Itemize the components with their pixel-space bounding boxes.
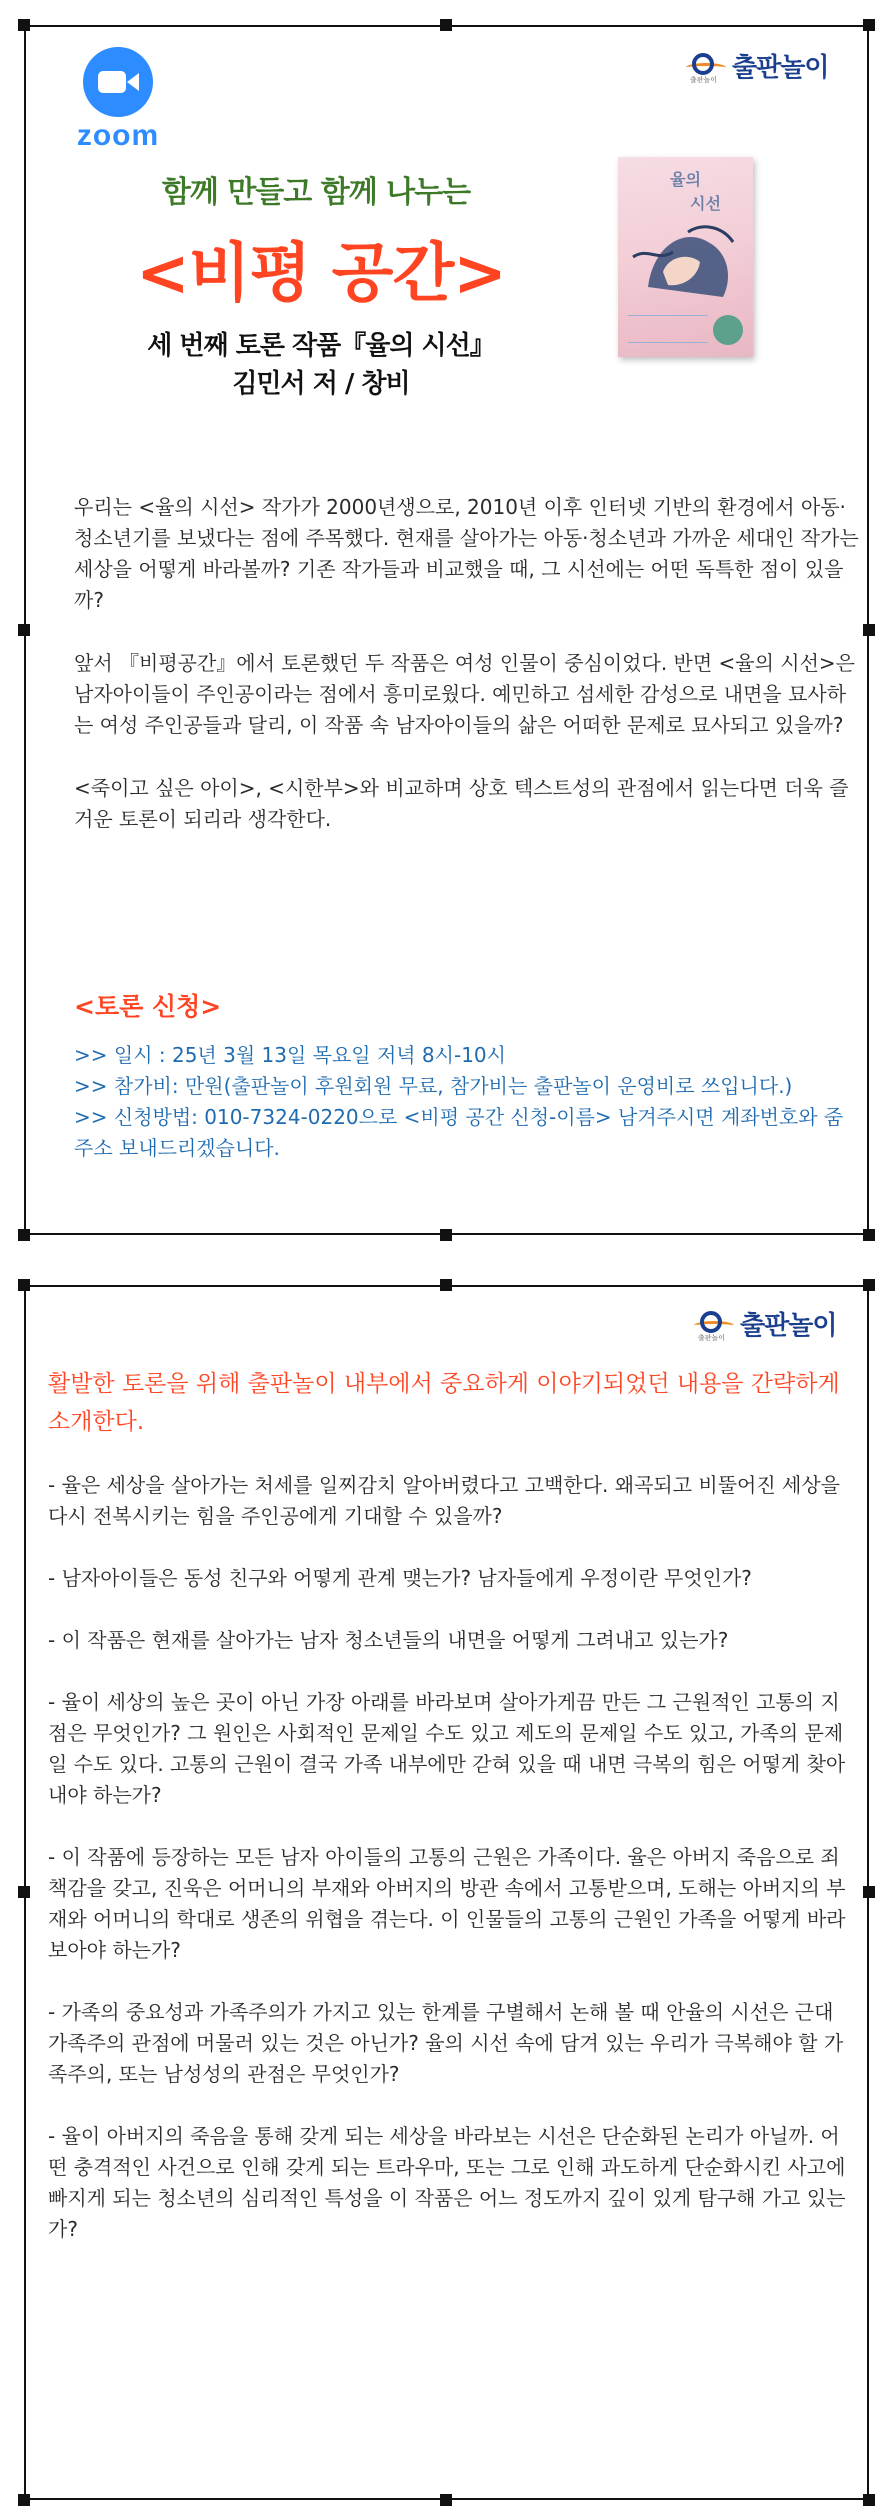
publisher-logo-2 (694, 1305, 836, 1342)
resize-handle[interactable] (440, 19, 452, 31)
publisher-mark-icon: 출판놀이 (686, 53, 726, 79)
intro-paragraph: 앞서 『비평공간』에서 토론했던 두 작품은 여성 인물이 중심이었다. 반면 <율의 시선>은 남자아이들이 주인공이라는 점에서 흥미로웠다. 예민하고 섬세한 감성으로 내면을 묘사하는 여성 주인공들과 달리, 이 작품 속 남자아이들의 삶은 어떠한 문제로 묘사되고 있을까? (74, 651, 856, 737)
intro-text (74, 492, 864, 867)
resize-handle[interactable] (18, 1279, 30, 1291)
application-heading: <토론 신청> (74, 992, 222, 1021)
intro-paragraph: <죽이고 싶은 아이>, <시한부>와 비교하며 상호 텍스트성의 관점에서 읽는다면 더욱 즐거운 토론이 되리라 생각한다. (74, 776, 849, 831)
work-info (86, 327, 556, 403)
question-item: - 가족의 중요성과 가족주의가 가지고 있는 한계를 구별해서 논해 볼 때 안율의 시선은 근대 가족주의 관점에 머물러 있는 것은 아닌가? 율의 시선 속에 담겨 있는 우리가 극복해야 할 가족주의, 또는 남성성의 관점은 무엇인가? (48, 2000, 844, 2086)
question-item: - 이 작품에 등장하는 모든 남자 아이들의 고통의 근원은 가족이다. 율은 아버지 죽음으로 죄책감을 갖고, 진욱은 어머니의 부재와 아버지의 방관 속에서 고통받으며, 도해는 아버지의 부재와 어머니의 학대로 생존의 위협을 겪는다. 이 인물들의 고통의 근원인 가족을 어떻게 바라보아야 하는가? (48, 1845, 846, 1962)
question-item: - 율이 아버지의 죽음을 통해 갖게 되는 세상을 바라보는 시선은 단순화된 논리가 아닐까. 어떤 충격적인 사건으로 인해 갖게 되는 트라우마, 또는 그로 인해 과도하게 단순화시킨 사고에 빠지게 되는 청소년의 심리적인 특성을 이 작품은 어느 정도까지 깊이 있게 탐구해 가고 있는가? (48, 2124, 846, 2241)
resize-handle[interactable] (863, 1279, 875, 1291)
resize-handle[interactable] (440, 2494, 452, 2506)
publisher-logo (686, 47, 828, 84)
discussion-lead: 활발한 토론을 위해 출판놀이 내부에서 중요하게 이야기되었던 내용을 간략하게 소개한다. (48, 1371, 840, 1435)
cover-illustration (628, 217, 743, 302)
question-item: - 율은 세상을 살아가는 처세를 일찌감치 알아버렸다고 고백한다. 왜곡되고 비뚤어진 세상을 다시 전복시키는 힘을 주인공에게 기대할 수 있을까? (48, 1473, 840, 1528)
application-date: >> 일시 : 25년 3월 13일 목요일 저녁 8시-10시 (74, 1043, 506, 1067)
resize-handle[interactable] (440, 1229, 452, 1241)
question-item: - 남자아이들은 동성 친구와 어떻게 관계 맺는가? 남자들에게 우정이란 무엇인가? (48, 1566, 752, 1590)
event-title: <비평 공간> (136, 237, 506, 311)
resize-handle[interactable] (863, 624, 875, 636)
work-author: 김민서 저 / 창비 (232, 369, 410, 399)
cover-title-top: 율의 (670, 170, 701, 189)
question-item: - 이 작품은 현재를 살아가는 남자 청소년들의 내면을 어떻게 그려내고 있는가? (48, 1628, 729, 1652)
tagline: 함께 만들고 함께 나누는 (161, 175, 471, 210)
resize-handle[interactable] (863, 2494, 875, 2506)
resize-handle[interactable] (863, 1229, 875, 1241)
application-fee: >> 참가비: 만원(출판놀이 후원회원 무료, 참가비는 출판놀이 운영비로 쓰입니다.) (74, 1074, 793, 1098)
zoom-wordmark: zoom (76, 119, 160, 152)
resize-handle[interactable] (18, 1886, 30, 1898)
discussion-questions (48, 1470, 848, 2276)
application-details (74, 1040, 864, 1164)
book-cover-image (618, 157, 753, 357)
resize-handle[interactable] (863, 19, 875, 31)
resize-handle[interactable] (18, 624, 30, 636)
intro-paragraph: 우리는 <율의 시선> 작가가 2000년생으로, 2010년 이후 인터넷 기반의 환경에서 아동·청소년기를 보냈다는 점에 주목했다. 현재를 살아가는 아동·청소년과 가까운 세대인 작가는 세상을 어떻게 바라볼까? 기존 작가들과 비교했을 때, 그 시선에는 어떤 독특한 점이 있을까? (74, 495, 859, 612)
publisher-name: 출판놀이 (740, 1311, 837, 1341)
poster-panel-1 (24, 25, 869, 1235)
resize-handle[interactable] (440, 1279, 452, 1291)
resize-handle[interactable] (18, 2494, 30, 2506)
resize-handle[interactable] (18, 19, 30, 31)
award-seal-icon (713, 315, 743, 345)
publisher-mark-icon: 출판놀이 (694, 1311, 734, 1337)
question-item: - 율이 세상의 높은 곳이 아닌 가장 아래를 바라보며 살아가게끔 만든 그 근원적인 고통의 지점은 무엇인가? 그 원인은 사회적인 문제일 수도 있고 제도의 문제일 수도 있고, 가족의 문제일 수도 있다. 고통의 근원이 결국 가족 내부에만 갇혀 있을 때 내면 극복의 힘은 어떻게 찾아내야 하는가? (48, 1690, 846, 1807)
cover-title-bottom: 시선 (690, 194, 721, 213)
publisher-name: 출판놀이 (732, 53, 829, 83)
zoom-logo (63, 47, 173, 153)
work-title: 세 번째 토론 작품『율의 시선』 (147, 331, 495, 361)
resize-handle[interactable] (18, 1229, 30, 1241)
zoom-camera-icon (83, 47, 153, 117)
resize-handle[interactable] (863, 1886, 875, 1898)
application-method: >> 신청방법: 010-7324-0220으로 <비평 공간 신청-이름> 남겨주시면 계좌번호와 줌 주소 보내드리겠습니다. (74, 1105, 844, 1160)
